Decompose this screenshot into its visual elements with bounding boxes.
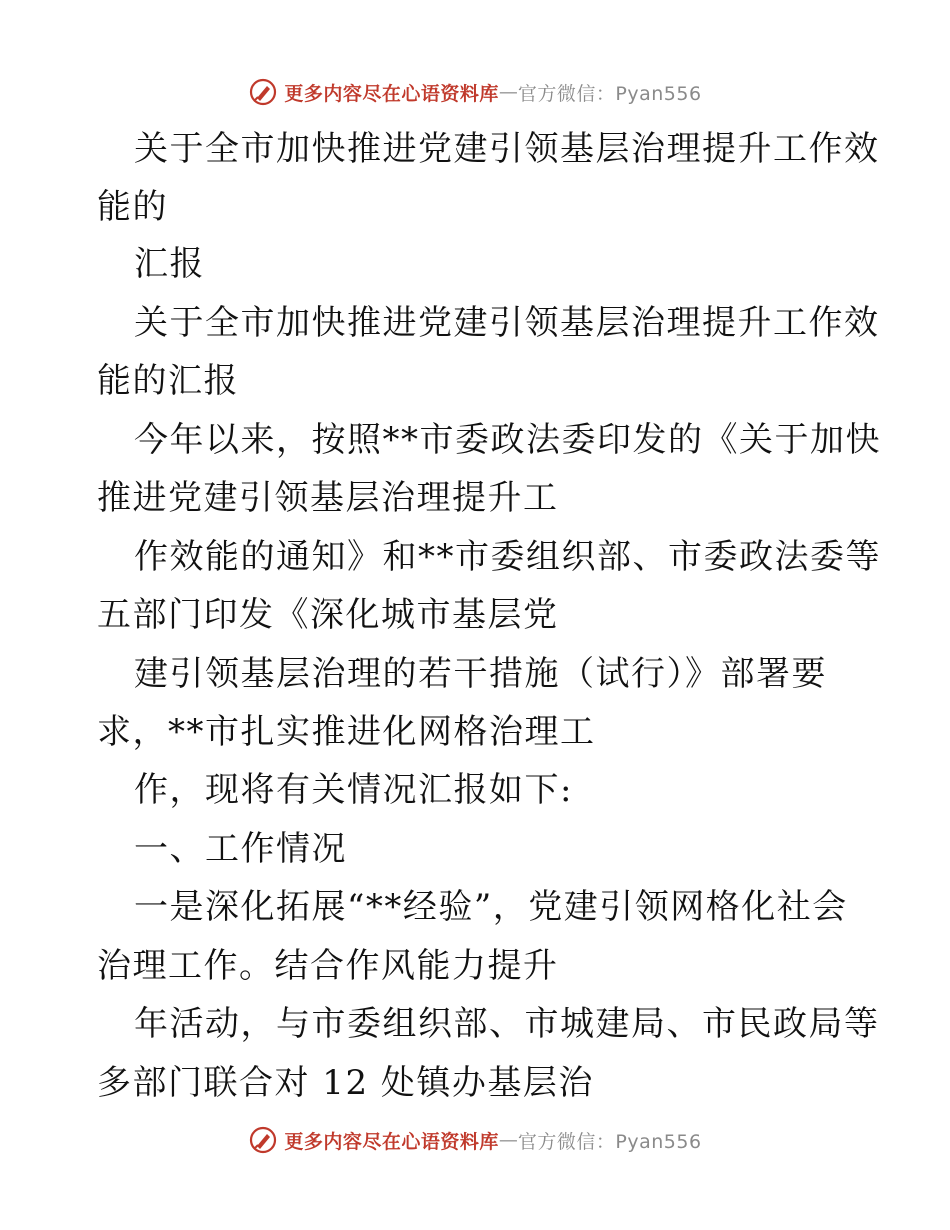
doc-line: 作效能的通知》和**市委组织部、市委政法委等 <box>134 537 881 577</box>
watermark-banner-top <box>0 72 950 112</box>
doc-line: 能的汇报 <box>97 361 239 401</box>
doc-line: 五部门印发《深化城市基层党 <box>97 595 559 635</box>
watermark-separator: — <box>498 81 518 103</box>
doc-line: 多部门联合对 12 处镇办基层治 <box>97 1063 594 1103</box>
doc-line: 今年以来，按照**市委政法委印发的《关于加快 <box>134 420 881 460</box>
doc-line: 求，**市扎实推进化网格治理工 <box>97 712 596 752</box>
doc-line: 年活动，与市委组织部、市城建局、市民政局等 <box>134 1004 880 1044</box>
doc-line: 建引领基层治理的若干措施（试行）》部署要 <box>134 654 827 694</box>
doc-line: 推进党建引领基层治理提升工 <box>97 478 559 518</box>
watermark-separator: — <box>498 1129 518 1151</box>
doc-line: 治理工作。结合作风能力提升 <box>97 946 559 986</box>
watermark-banner-bottom <box>0 1120 950 1160</box>
doc-line: 汇报 <box>134 244 205 284</box>
watermark-text: 更多内容尽在心语资料库 <box>284 1130 499 1153</box>
watermark-contact: 官方微信：Pyan556 <box>517 82 702 105</box>
watermark-text: 更多内容尽在心语资料库 <box>284 82 499 105</box>
section-heading: 一、工作情况 <box>134 829 347 869</box>
doc-line: 关于全市加快推进党建引领基层治理提升工作效 <box>134 129 880 169</box>
pen-logo-icon <box>248 77 278 107</box>
doc-line: 能的 <box>97 187 168 227</box>
watermark-contact: 官方微信：Pyan556 <box>517 1130 702 1153</box>
doc-line: 作，现将有关情况汇报如下: <box>134 770 573 810</box>
doc-line: 关于全市加快推进党建引领基层治理提升工作效 <box>134 303 880 343</box>
pen-logo-icon <box>248 1125 278 1155</box>
doc-line: 一是深化拓展“**经验”，党建引领网格化社会 <box>134 887 848 927</box>
